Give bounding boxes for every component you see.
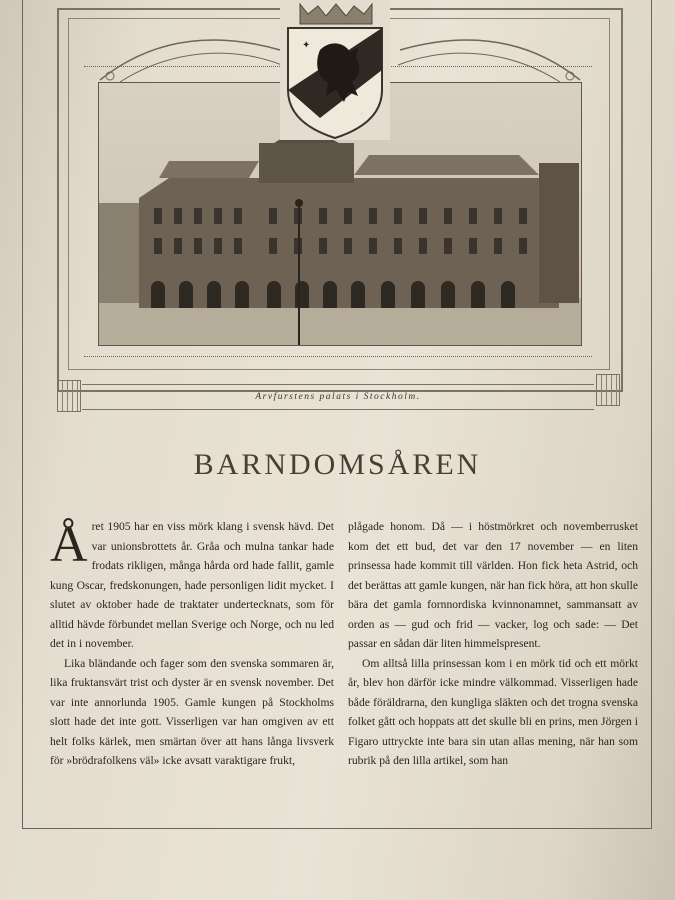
- frame-column-left: [57, 380, 81, 412]
- paragraph: plågade honom. Då — i höstmörkret och novemberrusket kom det ett bud, det var den 17 november — en liten prinsessa hade kommit till världen. Hon fick heta Astrid, och det berättas att gamle kungen, när han fick höra, att hon skulle bära det gamla fornnordiska kvinnonamnet, sammansatt av orden as — gud och frid — vacker, log och sade: — Det passar en sådan där liten himmelspresent.: [348, 520, 638, 650]
- ornament-dotted-bottom: [84, 356, 592, 357]
- paragraph: ret 1905 har en viss mörk klang i svensk hävd. Det var unionsbrottets år. Gråa och mulna tankar hade frodats rikligen, många hårda ord hade fallit, gamle kung Oscar, fredskonungen, hade personligen lidit mycket. I slutet av oktober hade de traktater undertecknats, som för alltid hävde förbundet mellan Sverige och Norge, och nu led det in i november.: [50, 520, 334, 650]
- svg-text:✦: ✦: [302, 40, 311, 51]
- paragraph: Om alltså lilla prinsessan kom i en mörk tid och ett mörkt år, blev hon därför icke mindre välkommad. Visserligen hade både föräldrarna, den kungliga släkten och det trogna svenska folket gått och hoppats att det skulle bli en prins, men Jörgen i Figaro uttryckte inte bara sin utan allas mening, när han som rubrik på den lilla artikel, som han: [348, 656, 638, 767]
- text-column-right: [348, 517, 638, 771]
- text-column-left: [50, 517, 334, 771]
- paragraph: Lika bländande och fager som den svenska sommaren är, lika fruktansvärt trist och dyster är en svensk november. Det var inte annorlunda 1905. Gamle kungen på Stockholms slott hade det inte gott. Visserligen var han omgiven av ett helt folks kärlek, men smärtan över att hans långa livsverk för »brödrafolkens väl» icke avsatt varaktigare frukt,: [50, 656, 334, 767]
- frame-column-right: [596, 374, 620, 406]
- chapter-title: BARNDOMSÅREN: [193, 448, 482, 481]
- photo-caption: Arvfurstens palats i Stockholm.: [82, 384, 594, 410]
- drop-cap: Å: [50, 516, 88, 573]
- crest-icon: [280, 0, 390, 140]
- svg-text:✦: ✦: [358, 110, 367, 121]
